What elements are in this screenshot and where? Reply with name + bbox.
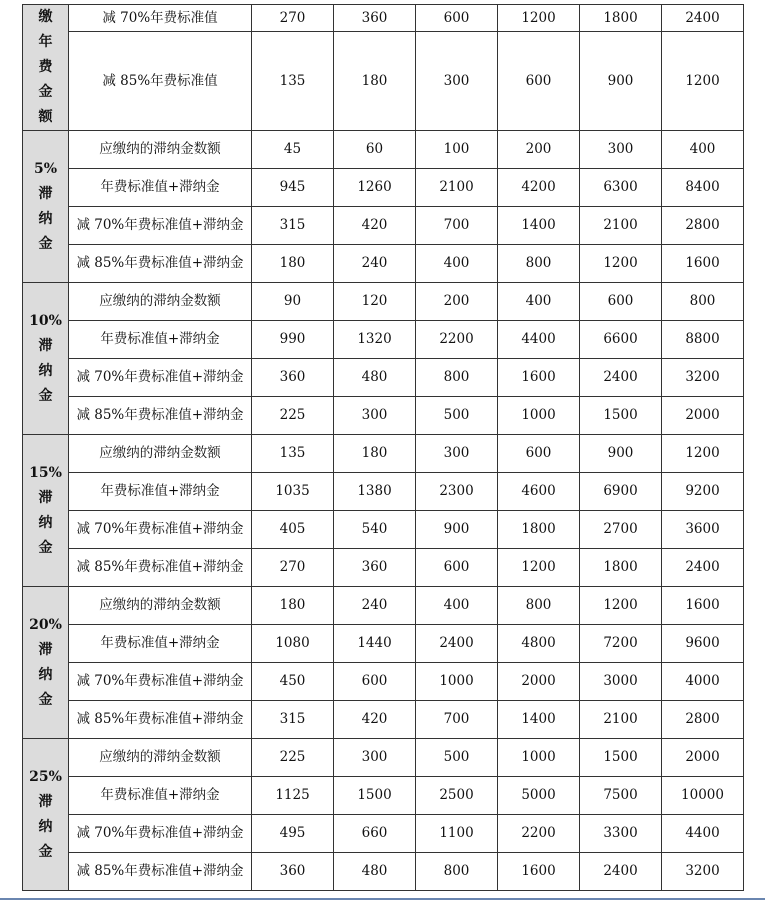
value-cell: 315 xyxy=(252,207,334,245)
table-row xyxy=(23,283,744,321)
value-cell: 600 xyxy=(498,435,580,473)
table-row xyxy=(23,435,744,473)
value-cell: 2300 xyxy=(416,473,498,511)
value-cell: 1380 xyxy=(334,473,416,511)
value-cell: 300 xyxy=(334,739,416,777)
table-row xyxy=(23,701,744,739)
value-cell: 600 xyxy=(416,549,498,587)
table-row xyxy=(23,5,744,32)
value-cell: 180 xyxy=(334,32,416,131)
value-cell: 1200 xyxy=(498,5,580,32)
value-cell: 1800 xyxy=(580,549,662,587)
value-cell: 6600 xyxy=(580,321,662,359)
value-cell: 2200 xyxy=(416,321,498,359)
value-cell: 900 xyxy=(416,511,498,549)
group-label-char: 15% xyxy=(29,464,62,481)
value-cell: 4000 xyxy=(662,663,744,701)
value-cell: 1100 xyxy=(416,815,498,853)
value-cell: 500 xyxy=(416,397,498,435)
row-label-cell: 减 70%年费标准值+滞纳金 xyxy=(69,663,252,701)
row-label-cell: 减 85%年费标准值+滞纳金 xyxy=(69,245,252,283)
group-label-cell xyxy=(23,283,69,435)
value-cell: 1800 xyxy=(498,511,580,549)
group-label-char: 滞 xyxy=(38,185,53,202)
value-cell: 360 xyxy=(252,853,334,891)
value-cell: 4600 xyxy=(498,473,580,511)
table-row xyxy=(23,207,744,245)
value-cell: 360 xyxy=(334,549,416,587)
table-row xyxy=(23,169,744,207)
value-cell: 1600 xyxy=(498,359,580,397)
table-row xyxy=(23,739,744,777)
value-cell: 3600 xyxy=(662,511,744,549)
value-cell: 800 xyxy=(498,245,580,283)
value-cell: 180 xyxy=(252,245,334,283)
value-cell: 4200 xyxy=(498,169,580,207)
bottom-divider xyxy=(0,898,765,900)
group-label-char: 费 xyxy=(38,59,53,75)
row-label-cell: 应缴纳的滞纳金数额 xyxy=(69,587,252,625)
value-cell: 2100 xyxy=(416,169,498,207)
value-cell: 4400 xyxy=(662,815,744,853)
value-cell: 420 xyxy=(334,207,416,245)
value-cell: 135 xyxy=(252,32,334,131)
value-cell: 60 xyxy=(334,131,416,169)
value-cell: 1200 xyxy=(580,245,662,283)
value-cell: 945 xyxy=(252,169,334,207)
value-cell: 2400 xyxy=(662,549,744,587)
value-cell: 120 xyxy=(334,283,416,321)
value-cell: 7500 xyxy=(580,777,662,815)
group-label-cell xyxy=(23,5,69,131)
group-label-char: 纳 xyxy=(38,210,53,227)
table-row xyxy=(23,245,744,283)
row-label-cell: 减 85%年费标准值+滞纳金 xyxy=(69,397,252,435)
value-cell: 360 xyxy=(334,5,416,32)
row-label-cell: 应缴纳的滞纳金数额 xyxy=(69,283,252,321)
row-label-cell: 减 85%年费标准值+滞纳金 xyxy=(69,853,252,891)
value-cell: 3200 xyxy=(662,359,744,397)
value-cell: 4400 xyxy=(498,321,580,359)
table-row xyxy=(23,625,744,663)
value-cell: 9600 xyxy=(662,625,744,663)
value-cell: 270 xyxy=(252,549,334,587)
value-cell: 1200 xyxy=(662,435,744,473)
value-cell: 4800 xyxy=(498,625,580,663)
group-label-char: 额 xyxy=(38,109,53,125)
value-cell: 1600 xyxy=(662,587,744,625)
group-label-char: 纳 xyxy=(38,818,53,835)
value-cell: 800 xyxy=(416,853,498,891)
row-label-cell: 减 85%年费标准值 xyxy=(69,32,252,131)
value-cell: 1125 xyxy=(252,777,334,815)
value-cell: 900 xyxy=(580,435,662,473)
group-label-char: 金 xyxy=(38,843,53,860)
group-label-cell xyxy=(23,587,69,739)
value-cell: 1500 xyxy=(580,397,662,435)
value-cell: 225 xyxy=(252,739,334,777)
value-cell: 400 xyxy=(416,245,498,283)
value-cell: 7200 xyxy=(580,625,662,663)
value-cell: 6900 xyxy=(580,473,662,511)
value-cell: 480 xyxy=(334,359,416,397)
value-cell: 300 xyxy=(416,32,498,131)
row-label-cell: 年费标准值+滞纳金 xyxy=(69,321,252,359)
value-cell: 2800 xyxy=(662,701,744,739)
value-cell: 1800 xyxy=(580,5,662,32)
value-cell: 2100 xyxy=(580,701,662,739)
table-row xyxy=(23,853,744,891)
value-cell: 200 xyxy=(416,283,498,321)
row-label-cell: 减 70%年费标准值+滞纳金 xyxy=(69,511,252,549)
table-row xyxy=(23,321,744,359)
row-label-cell: 年费标准值+滞纳金 xyxy=(69,625,252,663)
value-cell: 1000 xyxy=(498,397,580,435)
group-label-cell xyxy=(23,739,69,891)
table-row xyxy=(23,473,744,511)
value-cell: 1600 xyxy=(498,853,580,891)
value-cell: 400 xyxy=(416,587,498,625)
value-cell: 9200 xyxy=(662,473,744,511)
value-cell: 2400 xyxy=(580,853,662,891)
value-cell: 1000 xyxy=(416,663,498,701)
fee-table-body xyxy=(23,5,744,891)
value-cell: 495 xyxy=(252,815,334,853)
value-cell: 800 xyxy=(416,359,498,397)
value-cell: 270 xyxy=(252,5,334,32)
value-cell: 480 xyxy=(334,853,416,891)
value-cell: 400 xyxy=(662,131,744,169)
value-cell: 1035 xyxy=(252,473,334,511)
group-label-char: 金 xyxy=(38,84,53,100)
value-cell: 2000 xyxy=(662,739,744,777)
value-cell: 540 xyxy=(334,511,416,549)
table-row xyxy=(23,32,744,131)
row-label-cell: 减 70%年费标准值 xyxy=(69,5,252,32)
value-cell: 8800 xyxy=(662,321,744,359)
value-cell: 180 xyxy=(252,587,334,625)
value-cell: 1000 xyxy=(498,739,580,777)
group-label-char: 20% xyxy=(29,616,62,633)
value-cell: 420 xyxy=(334,701,416,739)
value-cell: 1500 xyxy=(334,777,416,815)
value-cell: 135 xyxy=(252,435,334,473)
row-label-cell: 年费标准值+滞纳金 xyxy=(69,777,252,815)
row-label-cell: 应缴纳的滞纳金数额 xyxy=(69,739,252,777)
row-label-cell: 减 70%年费标准值+滞纳金 xyxy=(69,207,252,245)
value-cell: 800 xyxy=(498,587,580,625)
value-cell: 1200 xyxy=(580,587,662,625)
value-cell: 2800 xyxy=(662,207,744,245)
value-cell: 400 xyxy=(498,283,580,321)
value-cell: 315 xyxy=(252,701,334,739)
row-label-cell: 减 85%年费标准值+滞纳金 xyxy=(69,549,252,587)
group-label-char: 滞 xyxy=(38,793,53,810)
value-cell: 450 xyxy=(252,663,334,701)
group-label-char: 年 xyxy=(38,34,53,50)
fee-table xyxy=(22,4,744,891)
value-cell: 1440 xyxy=(334,625,416,663)
table-row xyxy=(23,549,744,587)
row-label-cell: 应缴纳的滞纳金数额 xyxy=(69,435,252,473)
table-row xyxy=(23,511,744,549)
value-cell: 360 xyxy=(252,359,334,397)
value-cell: 3300 xyxy=(580,815,662,853)
group-label-char: 5% xyxy=(33,160,58,177)
value-cell: 240 xyxy=(334,245,416,283)
value-cell: 600 xyxy=(498,32,580,131)
value-cell: 600 xyxy=(416,5,498,32)
value-cell: 180 xyxy=(334,435,416,473)
group-label-cell xyxy=(23,435,69,587)
group-label-cell xyxy=(23,131,69,283)
value-cell: 1500 xyxy=(580,739,662,777)
value-cell: 200 xyxy=(498,131,580,169)
row-label-cell: 年费标准值+滞纳金 xyxy=(69,473,252,511)
row-label-cell: 减 70%年费标准值+滞纳金 xyxy=(69,359,252,397)
value-cell: 240 xyxy=(334,587,416,625)
row-label-cell: 应缴纳的滞纳金数额 xyxy=(69,131,252,169)
value-cell: 225 xyxy=(252,397,334,435)
group-label-char: 滞 xyxy=(38,489,53,506)
value-cell: 2000 xyxy=(662,397,744,435)
value-cell: 2000 xyxy=(498,663,580,701)
table-row xyxy=(23,663,744,701)
row-label-cell: 减 85%年费标准值+滞纳金 xyxy=(69,701,252,739)
value-cell: 2200 xyxy=(498,815,580,853)
value-cell: 5000 xyxy=(498,777,580,815)
value-cell: 1320 xyxy=(334,321,416,359)
table-row xyxy=(23,587,744,625)
value-cell: 2400 xyxy=(662,5,744,32)
value-cell: 90 xyxy=(252,283,334,321)
value-cell: 700 xyxy=(416,701,498,739)
value-cell: 1600 xyxy=(662,245,744,283)
value-cell: 100 xyxy=(416,131,498,169)
value-cell: 10000 xyxy=(662,777,744,815)
value-cell: 1400 xyxy=(498,701,580,739)
group-label-char: 金 xyxy=(38,235,53,252)
value-cell: 990 xyxy=(252,321,334,359)
group-label-char: 金 xyxy=(38,539,53,556)
value-cell: 1260 xyxy=(334,169,416,207)
group-label-char: 25% xyxy=(29,768,62,785)
value-cell: 500 xyxy=(416,739,498,777)
row-label-cell: 年费标准值+滞纳金 xyxy=(69,169,252,207)
table-row xyxy=(23,397,744,435)
group-label-char: 滞 xyxy=(38,337,53,354)
value-cell: 300 xyxy=(580,131,662,169)
group-label-char: 纳 xyxy=(38,666,53,683)
value-cell: 405 xyxy=(252,511,334,549)
group-label-char: 金 xyxy=(38,691,53,708)
value-cell: 2100 xyxy=(580,207,662,245)
table-row xyxy=(23,359,744,397)
table-row xyxy=(23,777,744,815)
value-cell: 45 xyxy=(252,131,334,169)
table-row xyxy=(23,815,744,853)
group-label-char: 金 xyxy=(38,387,53,404)
value-cell: 1080 xyxy=(252,625,334,663)
value-cell: 700 xyxy=(416,207,498,245)
value-cell: 1200 xyxy=(662,32,744,131)
value-cell: 600 xyxy=(334,663,416,701)
value-cell: 6300 xyxy=(580,169,662,207)
value-cell: 8400 xyxy=(662,169,744,207)
value-cell: 2400 xyxy=(580,359,662,397)
value-cell: 300 xyxy=(334,397,416,435)
value-cell: 3000 xyxy=(580,663,662,701)
value-cell: 2500 xyxy=(416,777,498,815)
value-cell: 2700 xyxy=(580,511,662,549)
group-label-char: 纳 xyxy=(38,362,53,379)
value-cell: 800 xyxy=(662,283,744,321)
value-cell: 660 xyxy=(334,815,416,853)
table-row xyxy=(23,131,744,169)
value-cell: 1200 xyxy=(498,549,580,587)
row-label-cell: 减 70%年费标准值+滞纳金 xyxy=(69,815,252,853)
value-cell: 600 xyxy=(580,283,662,321)
value-cell: 900 xyxy=(580,32,662,131)
group-label-char: 滞 xyxy=(38,641,53,658)
group-label-char: 10% xyxy=(29,312,62,329)
value-cell: 300 xyxy=(416,435,498,473)
value-cell: 1400 xyxy=(498,207,580,245)
value-cell: 3200 xyxy=(662,853,744,891)
group-label-char: 纳 xyxy=(38,514,53,531)
value-cell: 2400 xyxy=(416,625,498,663)
group-label-char: 缴 xyxy=(38,9,53,25)
